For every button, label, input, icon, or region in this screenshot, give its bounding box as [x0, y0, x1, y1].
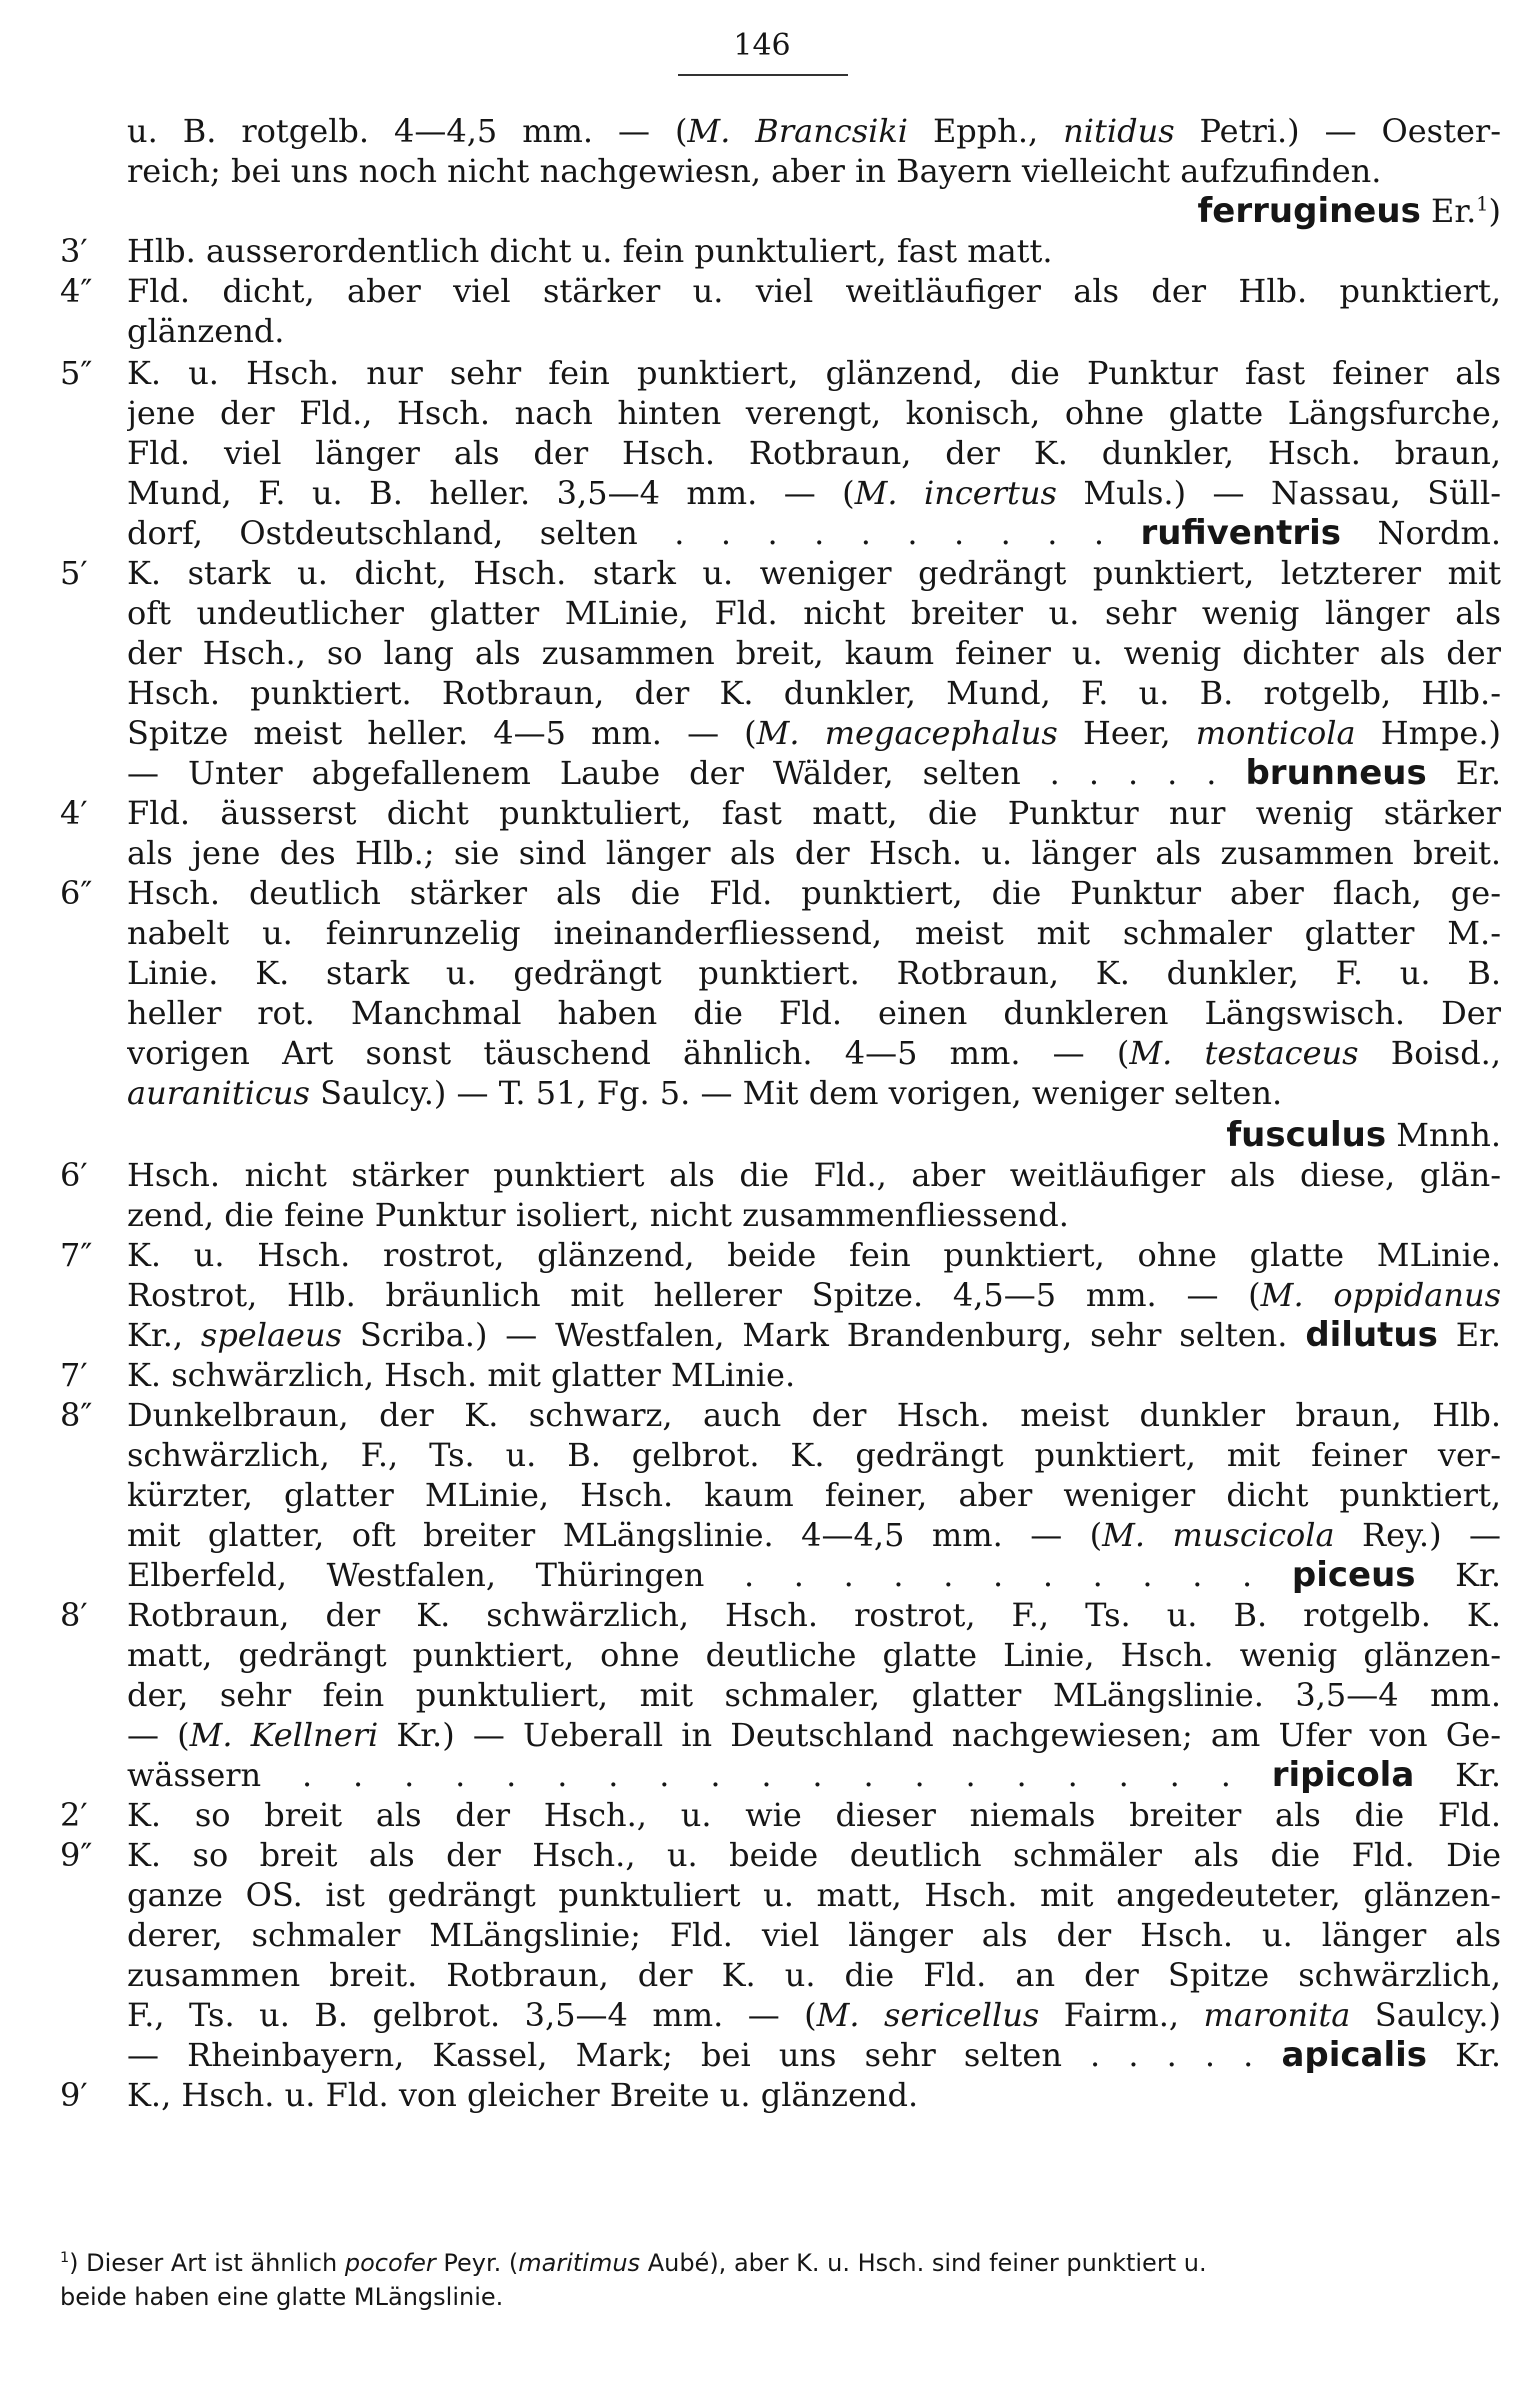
species-name: brunneus [1245, 753, 1427, 793]
italic-name: M. sericellus [816, 1996, 1040, 2034]
text-run: schwärzlich, F., Ts. u. B. gelbrot. K. gedrängt punktiert, mit feiner ver- [127, 1436, 1501, 1474]
key-marker: 3′ [60, 232, 88, 270]
text-run: Scriba.) — Westfalen, Mark Brandenburg, sehr selten. [342, 1316, 1306, 1354]
species-name: piceus [1291, 1555, 1416, 1595]
text-run: nabelt u. feinrunzelig ineinanderfliessend, meist mit schmaler glatter M.- [127, 914, 1501, 952]
text-run: Er. [1437, 1316, 1501, 1354]
text-run: heller rot. Manchmal haben die Fld. einen dunkleren Längswisch. Der [127, 994, 1501, 1032]
text-run: Peyr. ( [435, 2249, 519, 2277]
text-run: Rey.) — [1334, 1516, 1501, 1554]
text-run: Hlb. ausserordentlich dicht u. fein punktuliert, fast matt. [127, 232, 1053, 270]
key-marker: 4″ [60, 272, 93, 310]
text-run: vorigen Art sonst täuschend ähnlich. 4—5 mm. — ( [127, 1034, 1130, 1072]
italic-name: M. Brancsiki [687, 112, 908, 150]
text-run: derer, schmaler MLängslinie; Fld. viel länger als der Hsch. u. länger als [127, 1916, 1501, 1954]
italic-name: M. testaceus [1129, 1034, 1359, 1072]
text-run: Dunkelbraun, der K. schwarz, auch der Hsch. meist dunkler braun, Hlb. [127, 1396, 1501, 1434]
species-name: apicalis [1281, 2035, 1428, 2075]
text-run: K. stark u. dicht, Hsch. stark u. weniger gedrängt punktiert, letzterer mit [127, 554, 1501, 592]
text-run: Nordm. [1340, 514, 1501, 552]
species-name: rufiventris [1140, 513, 1341, 553]
key-marker: 6″ [60, 874, 93, 912]
footnote-line [60, 2280, 1501, 2314]
key-marker: 5′ [60, 554, 88, 592]
text-run: K. u. Hsch. nur sehr fein punktiert, glänzend, die Punktur fast feiner als [127, 354, 1501, 392]
text-run: Boisd., [1358, 1034, 1501, 1072]
text-run: Rostrot, Hlb. bräunlich mit hellerer Spitze. 4,5—5 mm. — ( [127, 1276, 1261, 1314]
italic-name: pocofer [344, 2249, 436, 2277]
text-run: kürzter, glatter MLinie, Hsch. kaum feiner, aber weniger dicht punktiert, [127, 1476, 1501, 1514]
text-run: zend, die feine Punktur isoliert, nicht zusammenfliessend. [127, 1196, 1069, 1234]
text-run: reich; bei uns noch nicht nachgewiesn, aber in Bayern vielleicht aufzufinden. [127, 152, 1382, 190]
text-run: — Unter abgefallenem Laube der Wälder, selten . . . . . [127, 754, 1246, 792]
text-run: Kr.) — Ueberall in Deutschland nachgewiesen; am Ufer von Ge- [378, 1716, 1501, 1754]
text-run: Saulcy.) — T. 51, Fg. 5. — Mit dem vorigen, weniger selten. [309, 1074, 1283, 1112]
text-run: Kr. [1415, 1556, 1501, 1594]
page-number: 146 [733, 28, 791, 63]
text-run: K. so breit als der Hsch., u. wie dieser niemals breiter als die Fld. [127, 1796, 1501, 1834]
text-run: ) [1488, 192, 1501, 230]
italic-name: M. muscicola [1102, 1516, 1335, 1554]
text-run: Hsch. nicht stärker punktiert als die Fld., aber weitläufiger als diese, glän- [127, 1156, 1501, 1194]
text-run: Fld. dicht, aber viel stärker u. viel weitläufiger als der Hlb. punktiert, [127, 272, 1501, 310]
text-line [127, 308, 1501, 354]
text-run: K. so breit als der Hsch., u. beide deutlich schmäler als die Fld. Die [127, 1836, 1501, 1874]
italic-name: M. Kellneri [189, 1716, 379, 1754]
key-marker: 8″ [60, 1396, 93, 1434]
italic-name: M. incertus [854, 474, 1057, 512]
italic-name: maritimus [518, 2249, 641, 2277]
italic-name: maronita [1203, 1996, 1351, 2034]
key-marker: 9′ [60, 2076, 88, 2114]
text-run: K., Hsch. u. Fld. von gleicher Breite u. glänzend. [127, 2076, 919, 2114]
text-run: Spitze meist heller. 4—5 mm. — ( [127, 714, 757, 752]
key-marker: 4′ [60, 794, 88, 832]
footnote-line [60, 2246, 1501, 2280]
key-marker: 7″ [60, 1236, 93, 1274]
page-number-rule [678, 74, 848, 76]
footnote-ref: 1 [1476, 192, 1489, 216]
italic-name: monticola [1195, 714, 1356, 752]
text-run: Muls.) — Nassau, Süll- [1056, 474, 1501, 512]
text-run: Petri.) — Oester- [1174, 112, 1501, 150]
text-run: ganze OS. ist gedrängt punktuliert u. matt, Hsch. mit angedeuteter, glänzen- [127, 1876, 1501, 1914]
text-line [127, 2072, 1501, 2118]
text-run: wässern . . . . . . . . . . . . . . . . . . . [127, 1756, 1272, 1794]
text-run: zusammen breit. Rotbraun, der K. u. die Fld. an der Spitze schwärzlich, [127, 1956, 1501, 1994]
text-run: Linie. K. stark u. gedrängt punktiert. Rotbraun, K. dunkler, F. u. B. [127, 954, 1501, 992]
text-run: Kr. [1414, 1756, 1501, 1794]
italic-name: M. oppidanus [1260, 1276, 1501, 1314]
text-run: der, sehr fein punktuliert, mit schmaler, glatter MLängslinie. 3,5—4 mm. [127, 1676, 1501, 1714]
text-run: u. B. rotgelb. 4—4,5 mm. — ( [127, 112, 688, 150]
text-run: F., Ts. u. B. gelbrot. 3,5—4 mm. — ( [127, 1996, 817, 2034]
text-run: Elberfeld, Westfalen, Thüringen . . . . . . . . . . . [127, 1556, 1292, 1594]
text-run: — ( [127, 1716, 190, 1754]
text-run: Hmpe.) [1355, 714, 1501, 752]
key-marker: 2′ [60, 1796, 88, 1834]
text-run: Hsch. deutlich stärker als die Fld. punktiert, die Punktur aber flach, ge- [127, 874, 1501, 912]
text-run: beide haben eine glatte MLängslinie. [60, 2283, 504, 2311]
text-run: Mund, F. u. B. heller. 3,5—4 mm. — ( [127, 474, 855, 512]
key-marker: 7′ [60, 1356, 88, 1394]
key-marker: 9″ [60, 1836, 93, 1874]
text-run: Fld. viel länger als der Hsch. Rotbraun, der K. dunkler, Hsch. braun, [127, 434, 1501, 472]
text-run: Mnnh. [1386, 1116, 1501, 1154]
text-run: Aubé), aber K. u. Hsch. sind feiner punktiert u. [640, 2249, 1207, 2277]
text-run: Heer, [1057, 714, 1196, 752]
key-marker: 8′ [60, 1596, 88, 1634]
text-run: als jene des Hlb.; sie sind länger als der Hsch. u. länger als zusammen breit. [127, 834, 1501, 872]
text-run: Er. [1420, 192, 1477, 230]
text-line [127, 1070, 1501, 1116]
text-run: ) Dieser Art ist ähnlich [69, 2249, 345, 2277]
text-run: glänzend. [127, 312, 285, 350]
text-run: Fld. äusserst dicht punktuliert, fast matt, die Punktur nur wenig stärker [127, 794, 1501, 832]
text-run: — Rheinbayern, Kassel, Mark; bei uns sehr selten . . . . . [127, 2036, 1282, 2074]
footnote-ref: 1 [60, 2250, 70, 2266]
text-run: Saulcy.) [1350, 1996, 1501, 2034]
text-run: K. schwärzlich, Hsch. mit glatter MLinie. [127, 1356, 796, 1394]
text-run: oft undeutlicher glatter MLinie, Fld. nicht breiter u. sehr wenig länger als [127, 594, 1501, 632]
species-name: fusculus [1226, 1115, 1387, 1155]
key-marker: 5″ [60, 354, 93, 392]
text-run: Epph., [908, 112, 1064, 150]
italic-name: nitidus [1063, 112, 1175, 150]
italic-name: auraniticus [127, 1074, 310, 1112]
text-run: Kr., [127, 1316, 201, 1354]
text-run: Rotbraun, der K. schwärzlich, Hsch. rostrot, F., Ts. u. B. rotgelb. K. [127, 1596, 1501, 1634]
text-run: Fairm., [1039, 1996, 1204, 2034]
species-name: ferrugineus [1197, 191, 1421, 231]
text-run: jene der Fld., Hsch. nach hinten verengt, konisch, ohne glatte Längsfurche, [127, 394, 1501, 432]
italic-name: M. megacephalus [756, 714, 1058, 752]
italic-name: spelaeus [200, 1316, 343, 1354]
text-run: dorf, Ostdeutschland, selten . . . . . . . . . . [127, 514, 1141, 552]
text-run: mit glatter, oft breiter MLängslinie. 4—4,5 mm. — ( [127, 1516, 1103, 1554]
species-name: ripicola [1271, 1755, 1415, 1795]
key-marker: 6′ [60, 1156, 88, 1194]
text-run: der Hsch., so lang als zusammen breit, kaum feiner u. wenig dichter als der [127, 634, 1501, 672]
text-run: K. u. Hsch. rostrot, glänzend, beide fein punktiert, ohne glatte MLinie. [127, 1236, 1501, 1274]
text-run: matt, gedrängt punktiert, ohne deutliche glatte Linie, Hsch. wenig glänzen- [127, 1636, 1501, 1674]
text-run: Er. [1426, 754, 1501, 792]
text-run: Hsch. punktiert. Rotbraun, der K. dunkler, Mund, F. u. B. rotgelb, Hlb.- [127, 674, 1501, 712]
species-name: dilutus [1305, 1315, 1438, 1355]
text-run: Kr. [1427, 2036, 1501, 2074]
